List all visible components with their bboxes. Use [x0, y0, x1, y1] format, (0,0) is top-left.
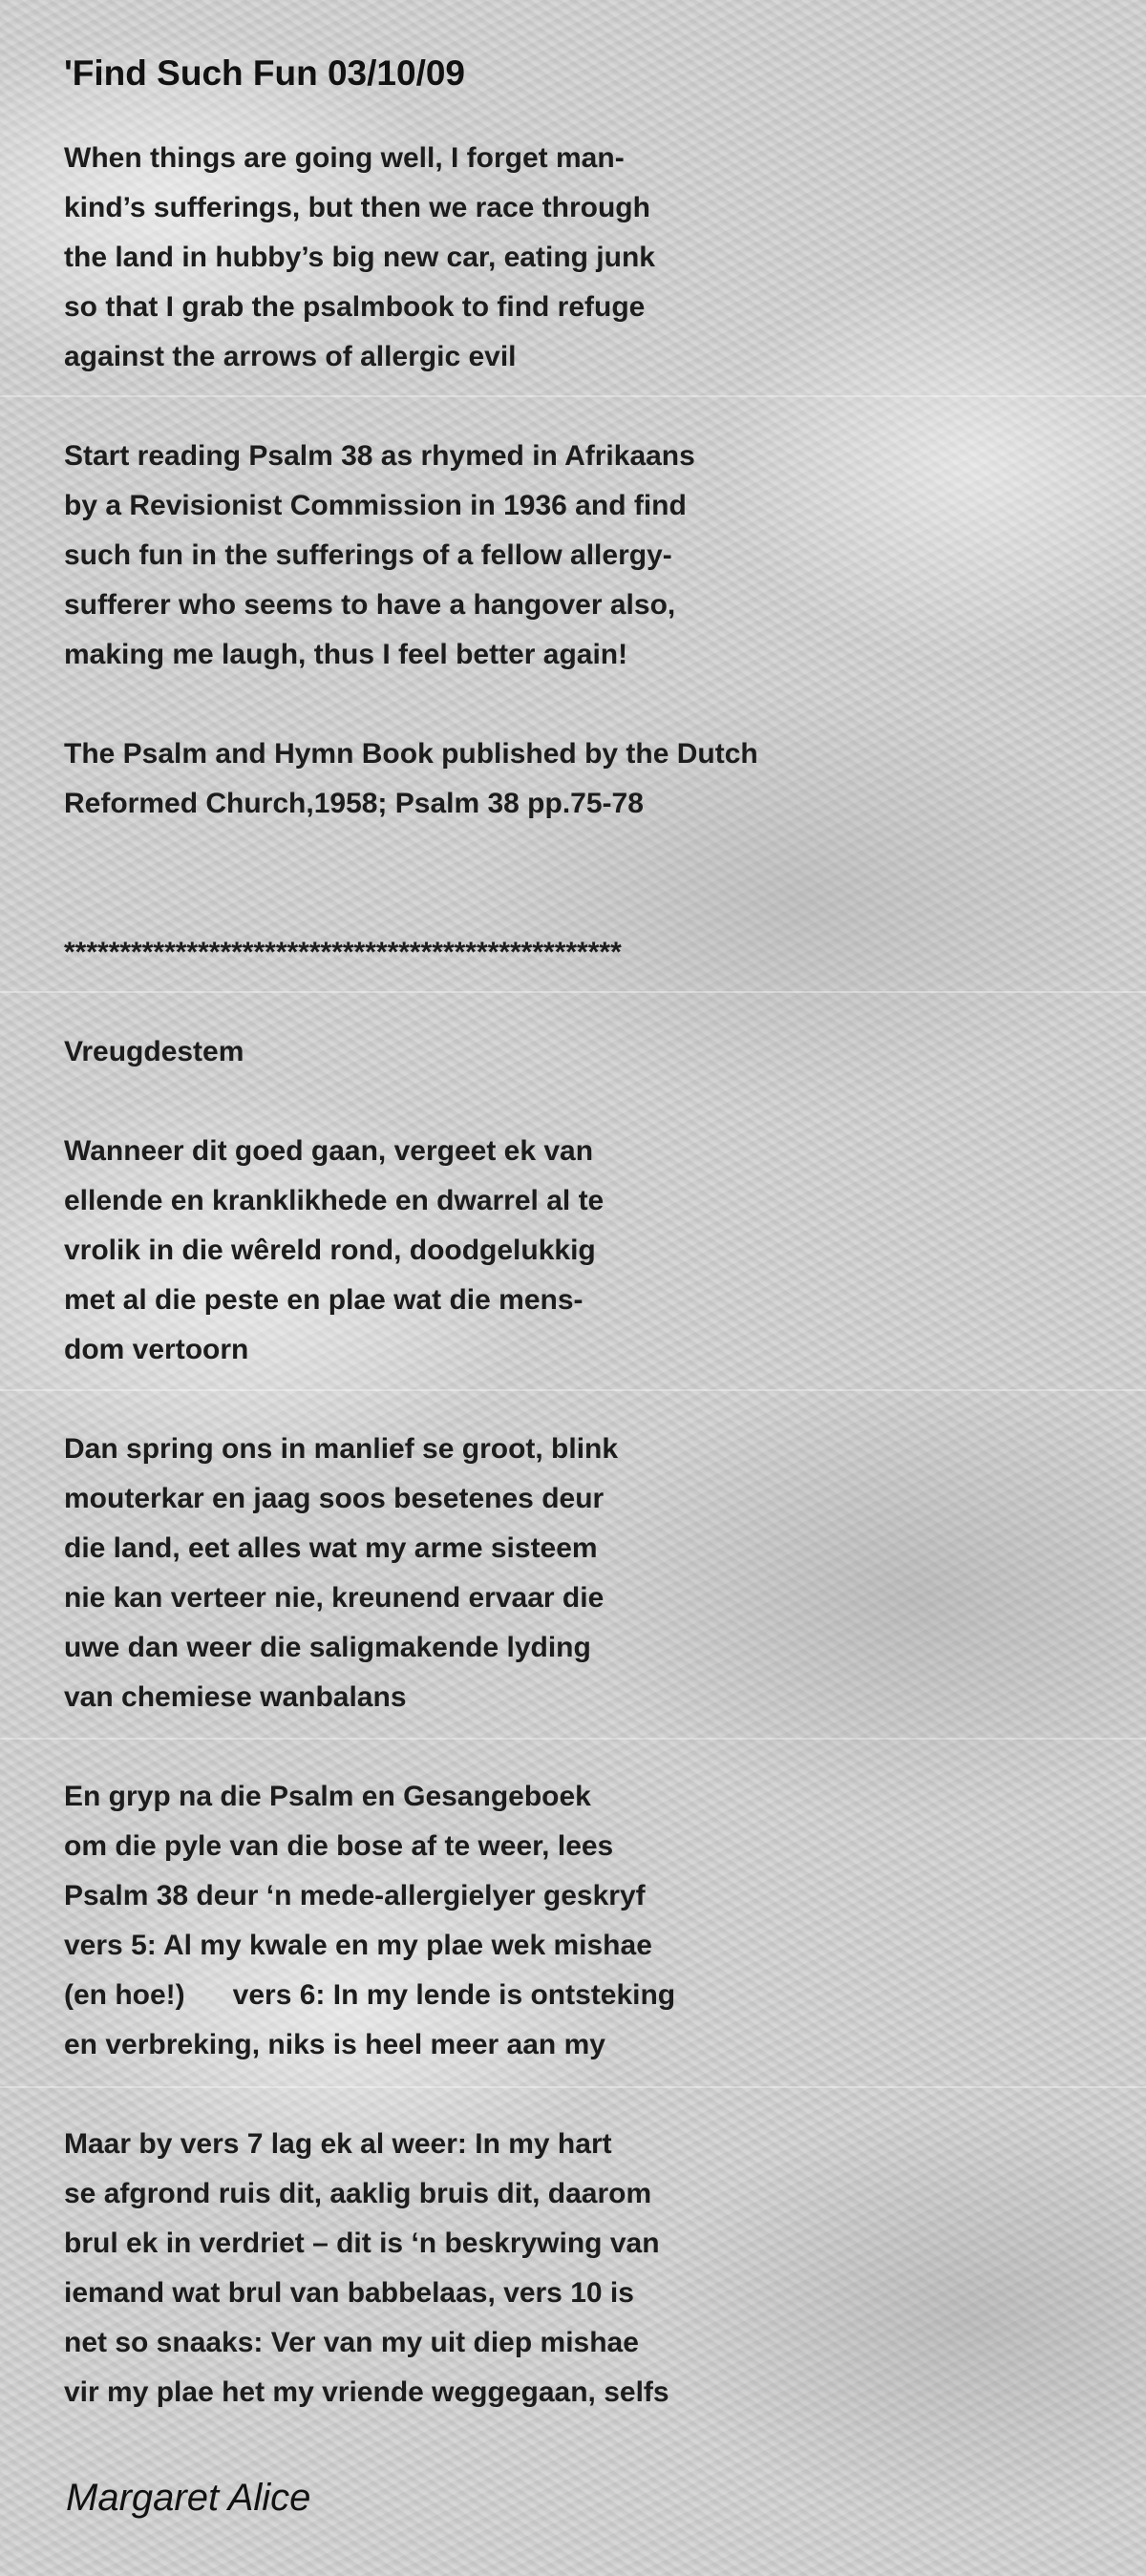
poem-line: iemand wat brul van babbelaas, vers 10 is: [64, 2277, 634, 2309]
poem-line: The Psalm and Hymn Book published by the Dutch: [64, 738, 758, 770]
poem-line: (en hoe!) vers 6: In my lende is ontsteking: [64, 1979, 676, 2011]
stanza-gap: [64, 1722, 1095, 1772]
poem-line: sufferer who seems to have a hangover also,: [64, 589, 676, 621]
stanza-gap: [64, 978, 1095, 1027]
poem-line: Vreugdestem: [64, 1036, 244, 1067]
poem-line: met al die peste en plae wat die mens-: [64, 1284, 584, 1316]
poem-line: vers 5: Al my kwale en my plae wek mishae: [64, 1930, 652, 1961]
poem-line: **************************************************: [64, 937, 622, 968]
stanza-6: [64, 2120, 1095, 2418]
poem-line: so that I grab the psalmbook to find refuge: [64, 291, 646, 323]
poem-line: ellende en kranklikhede en dwarrel al te: [64, 1185, 605, 1216]
poem-line: Reformed Church,1958; Psalm 38 pp.75-78: [64, 788, 644, 819]
poem-line: mouterkar en jaag soos besetenes deur: [64, 1483, 605, 1514]
poem-line: vrolik in die wêreld rond, doodgelukkig: [64, 1235, 596, 1266]
poem-line: such fun in the sufferings of a fellow allergy-: [64, 539, 672, 571]
separator-stars: [64, 928, 1095, 978]
poem-line: the land in hubby’s big new car, eating junk: [64, 242, 655, 273]
stanza-1: [64, 134, 1095, 382]
poem-line: by a Revisionist Commission in 1936 and find: [64, 490, 687, 521]
stanza-4: [64, 1425, 1095, 1722]
poem-line: Maar by vers 7 lag ek al weer: In my hart: [64, 2128, 612, 2160]
stanza-gap: [64, 382, 1095, 432]
poem-container: [64, 50, 1095, 2418]
poem-line: dom vertoorn: [64, 1334, 249, 1365]
poem-line: Wanneer dit goed gaan, vergeet ek van: [64, 1135, 594, 1167]
poem-line: Psalm 38 deur ‘n mede-allergielyer geskryf: [64, 1880, 646, 1911]
poem-line: van chemiese wanbalans: [64, 1681, 407, 1713]
stanza-reference: [64, 729, 1095, 829]
poem-line: vir my plae het my vriende weggegaan, selfs: [64, 2376, 669, 2408]
poem-line: against the arrows of allergic evil: [64, 341, 517, 372]
poem-line: uwe dan weer die saligmakende lyding: [64, 1632, 591, 1663]
poem-line: om die pyle van die bose af te weer, lees: [64, 1830, 614, 1862]
poem-line: en verbreking, niks is heel meer aan my: [64, 2029, 605, 2060]
poem-line: When things are going well, I forget man-: [64, 142, 625, 174]
poem-line: die land, eet alles wat my arme sisteem: [64, 1532, 598, 1564]
poem-line: nie kan verteer nie, kreunend ervaar die: [64, 1582, 605, 1614]
poem-line: brul ek in verdriet – dit is ‘n beskrywing van: [64, 2228, 660, 2259]
stanza-3: [64, 1127, 1095, 1375]
stanza-gap: [64, 2070, 1095, 2120]
poem-line: kind’s sufferings, but then we race through: [64, 192, 650, 223]
poem-line: net so snaaks: Ver van my uit diep mishae: [64, 2327, 639, 2358]
poem-title: 'Find Such Fun 03/10/09: [64, 53, 466, 93]
stanza-gap: [64, 1375, 1095, 1425]
poem-line: making me laugh, thus I feel better again!: [64, 639, 628, 670]
stanza-gap: [64, 680, 1095, 729]
stanza-5: [64, 1772, 1095, 2070]
poem-line: se afgrond ruis dit, aaklig bruis dit, daarom: [64, 2178, 652, 2209]
afrikaans-title: [64, 1027, 1095, 1077]
stanza-2: [64, 432, 1095, 680]
author-name: Margaret Alice: [66, 2477, 311, 2519]
poem-line: En gryp na die Psalm en Gesangeboek: [64, 1781, 591, 1812]
stanza-gap: [64, 829, 1095, 928]
poem-line: Start reading Psalm 38 as rhymed in Afrikaans: [64, 440, 695, 472]
stanza-gap: [64, 1077, 1095, 1127]
poem-line: Dan spring ons in manlief se groot, blink: [64, 1433, 619, 1465]
